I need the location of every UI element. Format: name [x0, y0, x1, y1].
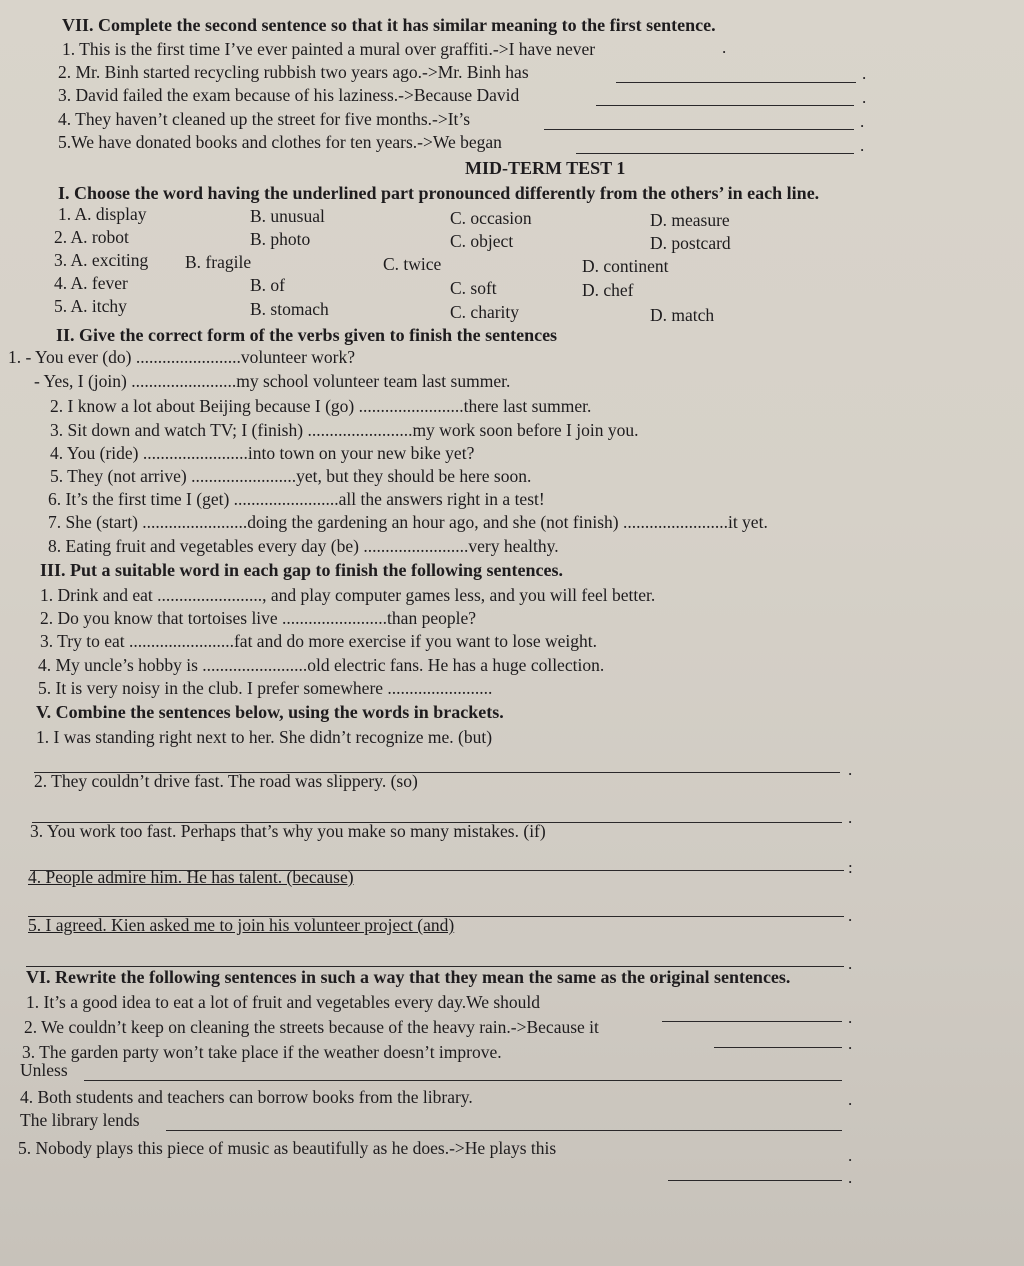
section2-item: 5. They (not arrive) ........................yet, but they should be here soon. — [50, 466, 532, 486]
s1-row3-d: D. continent — [582, 256, 669, 276]
s1-row3-c: C. twice — [383, 254, 442, 274]
section5-heading: V. Combine the sentences below, using the words in brackets. — [36, 702, 504, 722]
section2-heading: II. Give the correct form of the verbs given to finish the sentences — [56, 325, 558, 345]
answer-line[interactable] — [576, 153, 854, 154]
s1-row1-a: 1. A. display — [58, 204, 147, 224]
section6-item-4: 4. Both students and teachers can borrow books from the library. — [20, 1087, 473, 1107]
section3-item: 5. It is very noisy in the club. I prefer somewhere ........................ — [38, 678, 493, 698]
section6-item-2: 2. We couldn’t keep on cleaning the streets because of the heavy rain.->Because it — [24, 1017, 599, 1037]
s1-row4-d: D. chef — [582, 280, 634, 300]
s1-row1-d: D. measure — [650, 210, 730, 230]
section7-item-1: 1. This is the first time I’ve ever painted a mural over graffiti.->I have never — [62, 39, 596, 59]
section5-item-5: 5. I agreed. Kien asked me to join his volunteer project (and) — [28, 915, 455, 935]
s1-row1-c: C. occasion — [450, 208, 532, 228]
item-end-period: . — [848, 1090, 853, 1109]
section5-item-4: 4. People admire him. He has talent. (because) — [28, 867, 354, 887]
section3-item: 2. Do you know that tortoises live ........................than people? — [40, 608, 476, 628]
section3-item: 4. My uncle’s hobby is ........................old electric fans. He has a huge collection. — [38, 655, 605, 675]
section6-item-5: 5. Nobody plays this piece of music as beautifully as he does.->He plays this — [18, 1138, 557, 1158]
item-end-period: . — [848, 808, 853, 827]
section2-item: - Yes, I (join) ........................my school volunteer team last summer. — [34, 371, 511, 391]
s1-row1-b: B. unusual — [250, 206, 325, 226]
section7-heading: VII. Complete the second sentence so that it has similar meaning to the first sentence. — [62, 15, 716, 35]
item-end-period: . — [848, 1168, 853, 1187]
s1-row2-d: D. postcard — [650, 233, 731, 253]
s1-row2-b: B. photo — [250, 229, 311, 249]
section2-item: 3. Sit down and watch TV; I (finish) ........................my work soon before I join you. — [50, 420, 639, 440]
test-title: MID-TERM TEST 1 — [465, 158, 626, 178]
s1-row5-b: B. stomach — [250, 299, 329, 319]
answer-line[interactable] — [668, 1180, 842, 1181]
answer-line[interactable] — [166, 1130, 842, 1131]
section6-item-3-start: Unless — [20, 1060, 68, 1080]
answer-line[interactable] — [662, 1021, 842, 1022]
section3-item: 1. Drink and eat ........................, and play computer games less, and you will feel better. — [40, 585, 656, 605]
item-end-period: . — [860, 136, 865, 155]
s1-row4-c: C. soft — [450, 278, 497, 298]
item-end-period: . — [862, 64, 867, 83]
item-end-period: . — [860, 112, 865, 131]
section2-item: 1. - You ever (do) ........................volunteer work? — [8, 347, 356, 367]
item-end-period: . — [722, 38, 727, 57]
section3-heading: III. Put a suitable word in each gap to finish the following sentences. — [40, 560, 564, 580]
section7-item-5: 5.We have donated books and clothes for ten years.->We began — [58, 132, 502, 152]
section7-item-4: 4. They haven’t cleaned up the street for five months.->It’s — [58, 109, 471, 129]
item-end-period: . — [848, 1034, 853, 1053]
s1-row2-a: 2. A. robot — [54, 227, 129, 247]
item-end-period: . — [848, 1008, 853, 1027]
s1-row4-b: B. of — [250, 275, 285, 295]
section3-item: 3. Try to eat ........................fat and do more exercise if you want to lose weight. — [40, 631, 597, 651]
section6-item-3: 3. The garden party won’t take place if the weather doesn’t improve. — [22, 1042, 502, 1062]
answer-line[interactable] — [544, 129, 854, 130]
section7-item-2: 2. Mr. Binh started recycling rubbish two years ago.->Mr. Binh has — [58, 62, 529, 82]
section5-item-1: 1. I was standing right next to her. She didn’t recognize me. (but) — [36, 727, 493, 747]
section1-heading: I. Choose the word having the underlined part pronounced differently from the others’ in each line. — [58, 183, 820, 203]
s1-row5-d: D. match — [650, 305, 715, 325]
section7-item-3: 3. David failed the exam because of his laziness.->Because David — [58, 85, 520, 105]
answer-line[interactable] — [616, 82, 856, 83]
item-end-period: . — [848, 954, 853, 973]
answer-line[interactable] — [84, 1080, 842, 1081]
section2-item: 4. You (ride) ........................into town on your new bike yet? — [50, 443, 475, 463]
item-end-period: . — [848, 906, 853, 925]
item-end-period: . — [848, 760, 853, 779]
section6-heading: VI. Rewrite the following sentences in such a way that they mean the same as the original sentences. — [26, 967, 791, 987]
s1-row4-a: 4. A. fever — [54, 273, 128, 293]
section2-item: 6. It’s the first time I (get) ........................all the answers right in a test! — [48, 489, 545, 509]
section6-item-1: 1. It’s a good idea to eat a lot of fruit and vegetables every day.We should — [26, 992, 541, 1012]
s1-row3-b: B. fragile — [185, 252, 252, 272]
item-end-period: : — [848, 858, 853, 877]
section2-item: 2. I know a lot about Beijing because I (go) ........................there last summer. — [50, 396, 592, 416]
section5-item-2: 2. They couldn’t drive fast. The road was slippery. (so) — [34, 771, 418, 791]
answer-line[interactable] — [596, 105, 854, 106]
answer-line[interactable] — [714, 1047, 842, 1048]
section2-item: 7. She (start) ........................doing the gardening an hour ago, and she (not finish) ........................it yet. — [48, 512, 768, 532]
item-end-period: . — [848, 1146, 853, 1165]
section5-item-3: 3. You work too fast. Perhaps that’s why you make so many mistakes. (if) — [30, 821, 546, 841]
s1-row5-c: C. charity — [450, 302, 520, 322]
item-end-period: . — [862, 88, 867, 107]
s1-row3-a: 3. A. exciting — [54, 250, 149, 270]
section6-item-4-start: The library lends — [20, 1110, 140, 1130]
section2-item: 8. Eating fruit and vegetables every day (be) ........................very healthy. — [48, 536, 559, 556]
s1-row5-a: 5. A. itchy — [54, 296, 127, 316]
s1-row2-c: C. object — [450, 231, 514, 251]
